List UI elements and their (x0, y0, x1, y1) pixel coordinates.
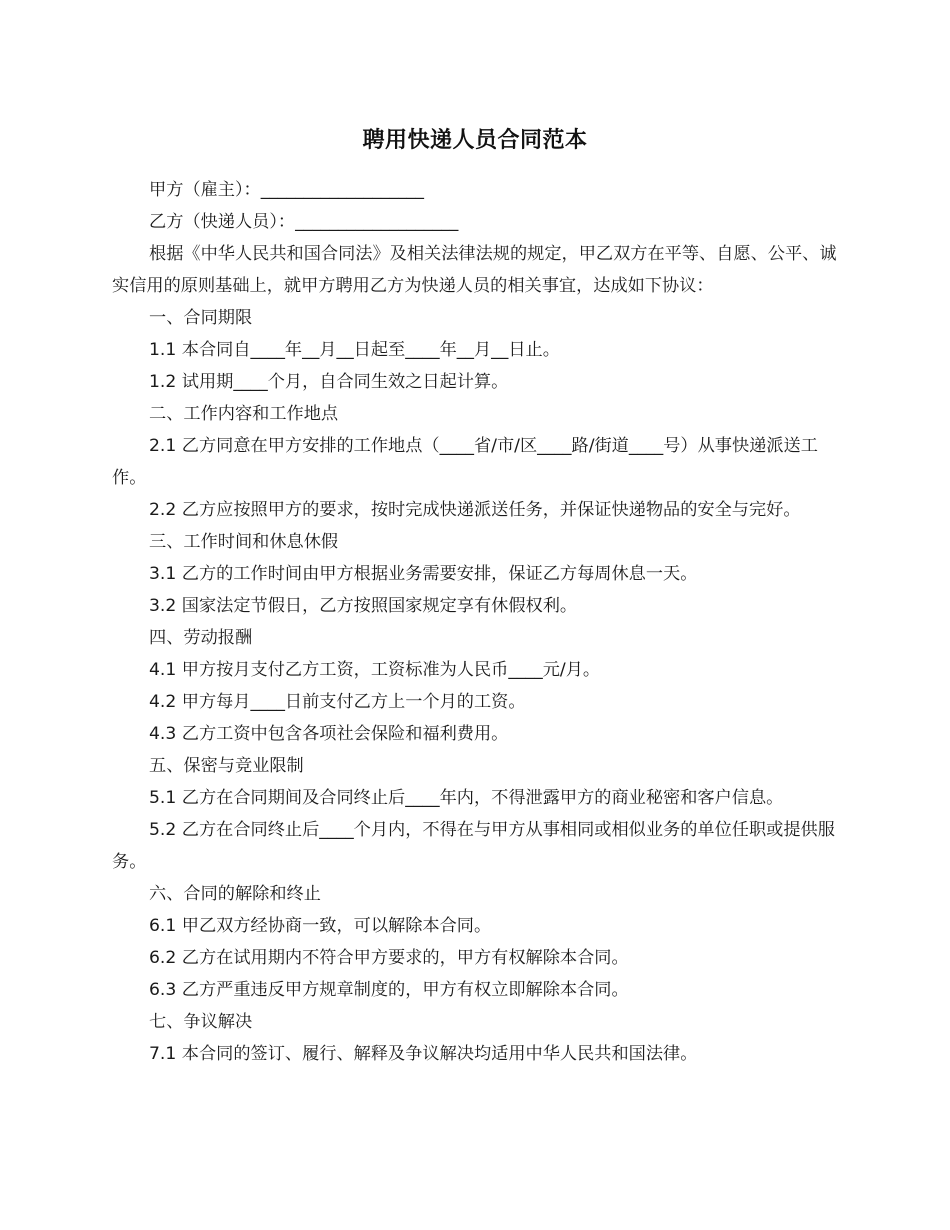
clause: 2.2 乙方应按照甲方的要求，按时完成快递派送任务，并保证快递物品的安全与完好。 (149, 500, 801, 520)
clause: 5.2 乙方在合同终止后____个月内，不得在与甲方从事相同或相似业务的单位任职或提供服务。 (112, 820, 835, 872)
clause: 4.1 甲方按月支付乙方工资，工资标准为人民币____元/月。 (149, 660, 601, 680)
clause: 3.2 国家法定节假日，乙方按照国家规定享有休假权利。 (149, 596, 578, 616)
section-heading: 三、工作时间和休息休假 (149, 532, 339, 552)
clause: 4.2 甲方每月____日前支付乙方上一个月的工资。 (149, 692, 526, 712)
section-heading: 一、合同期限 (149, 308, 253, 328)
clause: 2.1 乙方同意在甲方安排的工作地点（____省/市/区____路/街道____号）从事快递派送工作。 (112, 436, 818, 488)
clause: 6.1 甲乙双方经协商一致，可以解除本合同。 (149, 916, 492, 936)
section-heading: 二、工作内容和工作地点 (149, 404, 339, 424)
section-heading: 四、劳动报酬 (149, 628, 253, 648)
clause: 6.3 乙方严重违反甲方规章制度的，甲方有权立即解除本合同。 (149, 980, 629, 1000)
party-b-line: 乙方（快递人员）：___________________ (149, 212, 459, 232)
preamble-paragraph: 根据《中华人民共和国合同法》及相关法律法规的规定，甲乙双方在平等、自愿、公平、诚实信用的原则基础上，就甲方聘用乙方为快递人员的相关事宜，达成如下协议： (112, 244, 837, 296)
clause: 3.1 乙方的工作时间由甲方根据业务需要安排，保证乙方每周休息一天。 (149, 564, 698, 584)
clause: 7.1 本合同的签订、履行、解释及争议解决均适用中华人民共和国法律。 (149, 1044, 698, 1064)
section-heading: 五、保密与竞业限制 (149, 756, 304, 776)
clause: 6.2 乙方在试用期内不符合甲方要求的，甲方有权解除本合同。 (149, 948, 629, 968)
clause: 5.1 乙方在合同期间及合同终止后____年内，不得泄露甲方的商业秘密和客户信息。 (149, 788, 784, 808)
document-body (112, 174, 840, 1070)
document-title: 聘用快递人员合同范本 (362, 128, 588, 153)
section-heading: 七、争议解决 (149, 1012, 253, 1032)
clause: 1.1 本合同自____年__月__日起至____年__月__日止。 (149, 340, 560, 360)
clause: 1.2 试用期____个月，自合同生效之日起计算。 (149, 372, 509, 392)
clause: 4.3 乙方工资中包含各项社会保险和福利费用。 (149, 724, 509, 744)
section-heading: 六、合同的解除和终止 (149, 884, 321, 904)
party-a-line: 甲方（雇主）：___________________ (149, 180, 424, 200)
